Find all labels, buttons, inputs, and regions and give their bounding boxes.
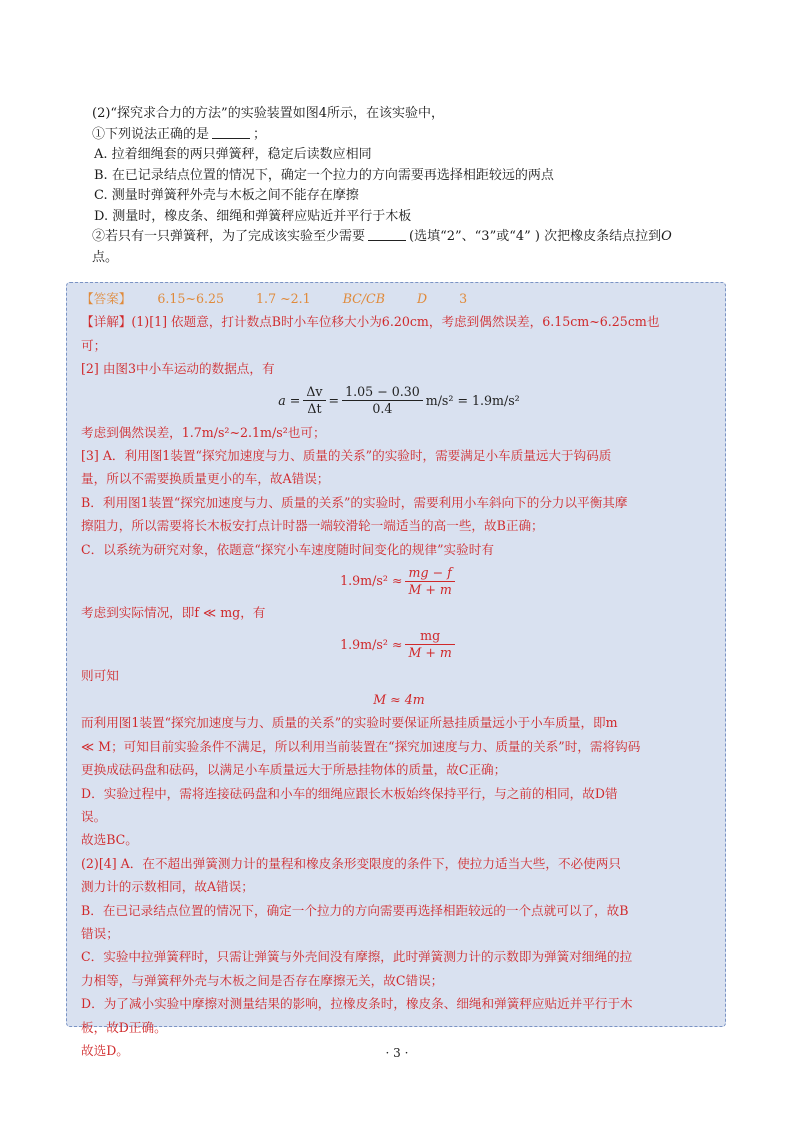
detail-line: 错误；: [81, 925, 119, 941]
detail-line: 故选BC。: [81, 832, 138, 848]
answer-value-1: 6.15~6.25: [157, 291, 225, 306]
detail-line: 考虑到实际情况，即f ≪ mg，有: [81, 605, 266, 621]
detail-line: 误。: [81, 808, 107, 824]
detail-line: ≪ M；可知目前实验条件不满足，所以利用当前装置在“探究加速度与力、质量的关系”时，需将钩码: [81, 738, 641, 754]
detail-line: B．在已记录结点位置的情况下，确定一个拉力的方向需要再选择相距较远的一个点就可以了，故B: [81, 902, 629, 918]
detail-line: D．为了减小实验中摩擦对测量结果的影响，拉橡皮条时，橡皮条、细绳和弹簧秤应贴近并平行于木: [81, 996, 633, 1012]
answer-blank: [368, 227, 406, 241]
answer-line: [81, 287, 717, 310]
formula-system: 1.9m/s² ≈ $\frac{mg - f}{M + m}$: [81, 561, 717, 601]
detail-line: D．实验过程中，需将连接砝码盘和小车的细绳应跟长木板始终保持平行，与之前的相同，故D错: [81, 785, 618, 801]
option-a: A. 拉着细绳套的两只弹簧秤，稳定后读数应相同: [94, 147, 372, 162]
answer-value-4: D: [416, 291, 428, 306]
answer-blank: [212, 125, 250, 139]
answer-box: [66, 282, 726, 1058]
detail-line: 【详解】(1)[1] 依题意，打计数点B时小车位移大小为6.20cm，考虑到偶然误差，6.15cm~6.25cm也: [81, 314, 660, 330]
question-part-1: ①下列说法正确的是 ；: [92, 126, 267, 142]
detail-line: 测力计的示数相同，故A错误；: [81, 879, 254, 895]
question-part-2-end: 点。: [92, 249, 119, 265]
detail-line: 可；: [81, 337, 107, 353]
question-block: [92, 104, 732, 268]
detail-line: [3] A．利用图1装置“探究加速度与力、质量的关系”的实验时，需要满足小车质量远大于钩码质: [81, 448, 612, 464]
formula-approx: 1.9m/s² ≈ $\frac{mg}{M + m}$: [81, 624, 717, 664]
option-b: B. 在已记录结点位置的情况下，确定一个拉力的方向需要再选择相距较远的两点: [94, 167, 554, 183]
formula-acceleration: a = $\frac{\Delta v}{\Delta t}$ = $\frac{1.05 - 0.30}{0.4}$ m/s² = 1.9m/s²: [278, 384, 520, 417]
option-d: D. 测量时，橡皮条、细绳和弹簧秤应贴近并平行于木板: [94, 208, 412, 224]
page-number: · 3 ·: [385, 1046, 409, 1060]
detail-line: 量，所以不需要换质量更小的车，故A错误；: [81, 471, 330, 487]
detail-line: 力相等，与弹簧秤外壳与木板之间是否存在摩擦无关，故C错误；: [81, 972, 444, 988]
detail-line: C．以系统为研究对象，依题意“探究小车速度随时间变化的规律”实验时有: [81, 541, 494, 557]
detail-line: [2] 由图3中小车运动的数据点，有: [81, 361, 275, 377]
question-part-2: ②若只有一只弹簧秤，为了完成该实验至少需要 (选填“2”、“3”或“4” ) 次把橡皮条结点拉到O: [92, 229, 672, 244]
question-intro: (2)“探究求合力的方法”的实验装置如图4所示，在该实验中，: [92, 106, 444, 121]
detail-line: C．实验中拉弹簧秤时，只需让弹簧与外壳间没有摩擦，此时弹簧测力计的示数即为弹簧对细绳的拉: [81, 949, 633, 965]
detail-line: 而利用图1装置“探究加速度与力、质量的关系”的实验时要保证所悬挂质量远小于小车质量，即m: [81, 715, 618, 731]
detail-line: 更换成砝码盘和砝码，以满足小车质量远大于所悬挂物体的质量，故C正确；: [81, 762, 507, 778]
detail-line: B．利用图1装置“探究加速度与力、质量的关系”的实验时，需要利用小车斜向下的分力以平衡其摩: [81, 494, 628, 510]
answer-tag: 【答案】: [81, 291, 132, 306]
detail-line: 擦阻力，所以需要将长木板安打点计时器一端较滑轮一端适当的高一些，故B正确；: [81, 518, 544, 534]
answer-value-5: 3: [459, 291, 468, 306]
formula-mass-ratio: M ≈ 4m: [373, 691, 425, 707]
answer-value-2: 1.7 ~2.1: [256, 291, 311, 306]
answer-value-3: BC/CB: [342, 291, 385, 306]
option-c: C. 测量时弹簧秤外壳与木板之间不能存在摩擦: [94, 188, 359, 203]
detail-line: 考虑到偶然误差，1.7m/s²~2.1m/s²也可；: [81, 424, 326, 440]
detail-line: 则可知: [81, 668, 119, 684]
detail-line: (2)[4] A．在不超出弹簧测力计的量程和橡皮条形变限度的条件下，使拉力适当大些，不必使两只: [81, 855, 621, 871]
detail-line: 板，故D正确。: [81, 1019, 167, 1035]
detail-line: 故选D。: [81, 1042, 129, 1058]
